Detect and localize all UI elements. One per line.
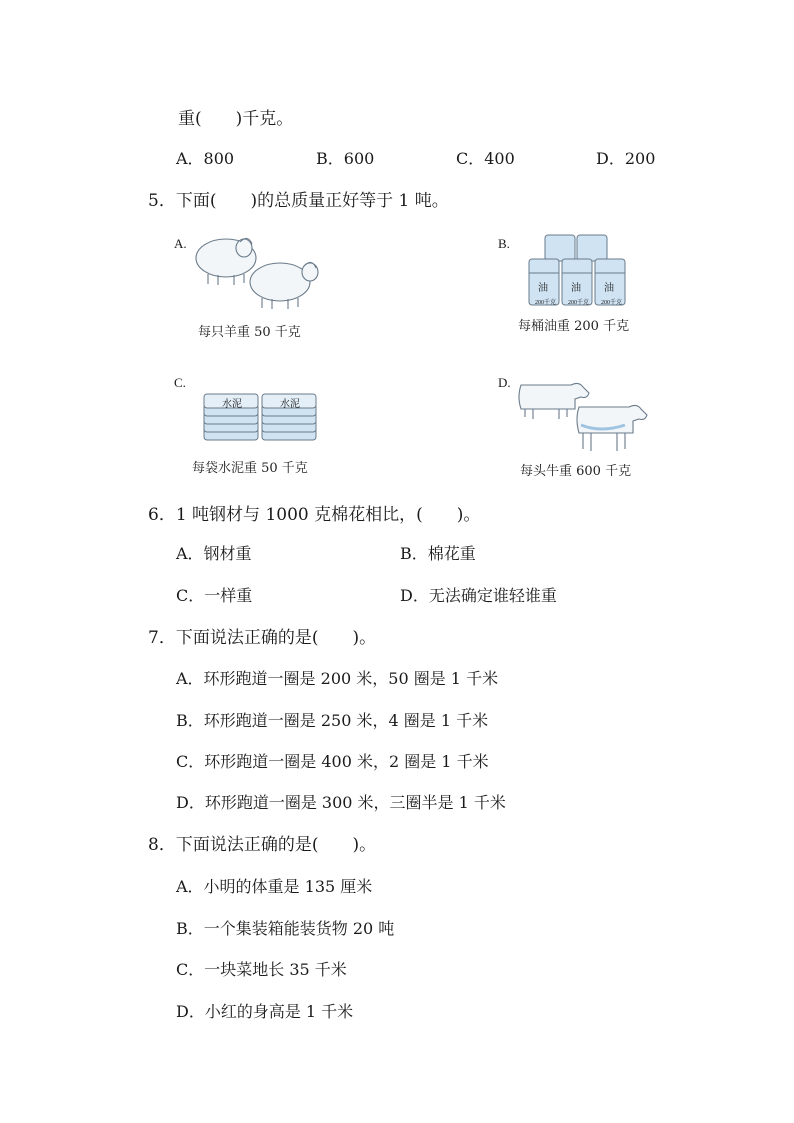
cement-bag-icon [200,392,322,450]
cement-bag-label-2: 水泥 [280,399,300,410]
q5-picture-a-caption: 每只羊重 50 千克 [198,325,301,340]
q8-option-d[interactable]: D．小红的身高是 1 千米 [176,1002,354,1021]
q5-picture-b-caption: 每桶油重 200 千克 [518,319,630,334]
q5-picture-c-letter: C. [174,375,186,390]
q7-option-c[interactable]: C．环形跑道一圈是 400 米，2 圈是 1 千米 [176,752,489,771]
q8-option-b[interactable]: B．一个集装箱能装货物 20 吨 [176,919,395,938]
barrel-small-3: 200千克 [601,300,623,306]
q6-stem: 6．1 吨钢材与 1000 克棉花相比，( )。 [148,505,481,525]
q6-option-a[interactable]: A．钢材重 [176,544,252,563]
q4-option-d[interactable]: D．200 [596,149,656,168]
barrel-small-1: 200千克 [535,300,557,306]
q8-stem: 8．下面说法正确的是( )。 [148,835,377,855]
sheep-icon [188,232,333,312]
q8-option-c[interactable]: C．一块菜地长 35 千米 [176,960,347,979]
q5-stem: 5．下面( )的总质量正好等于 1 吨。 [148,191,449,211]
q4-option-c[interactable]: C．400 [456,149,515,168]
q5-picture-d-caption: 每头牛重 600 千克 [520,464,632,479]
q8-option-a[interactable]: A．小明的体重是 135 厘米 [176,877,373,896]
q5-picture-c-caption: 每袋水泥重 50 千克 [192,461,308,476]
barrel-label-3: 油 [604,283,614,294]
q7-option-b[interactable]: B．环形跑道一圈是 250 米，4 圈是 1 千米 [176,711,489,730]
cement-bag-label-1: 水泥 [222,399,242,410]
q6-option-c[interactable]: C．一样重 [176,586,253,605]
q4-option-b[interactable]: B．600 [316,149,375,168]
cow-icon [515,373,655,455]
barrel-label-1: 油 [538,283,548,294]
q4-option-a[interactable]: A．800 [176,149,235,168]
q7-option-a[interactable]: A．环形跑道一圈是 200 米，50 圈是 1 千米 [176,669,499,688]
barrel-small-2: 200千克 [568,300,590,306]
q5-picture-d-letter: D. [498,375,511,390]
q7-option-d[interactable]: D．环形跑道一圈是 300 米，三圈半是 1 千米 [176,793,506,812]
q7-stem: 7．下面说法正确的是( )。 [148,628,377,648]
q6-option-b[interactable]: B．棉花重 [400,544,476,563]
q5-picture-b-letter: B. [498,236,510,251]
barrel-label-2: 油 [571,283,581,294]
q5-picture-a-letter: A. [174,236,187,251]
q4-stem-continuation: 重( )千克。 [178,109,294,129]
q6-option-d[interactable]: D．无法确定谁轻谁重 [400,586,557,605]
